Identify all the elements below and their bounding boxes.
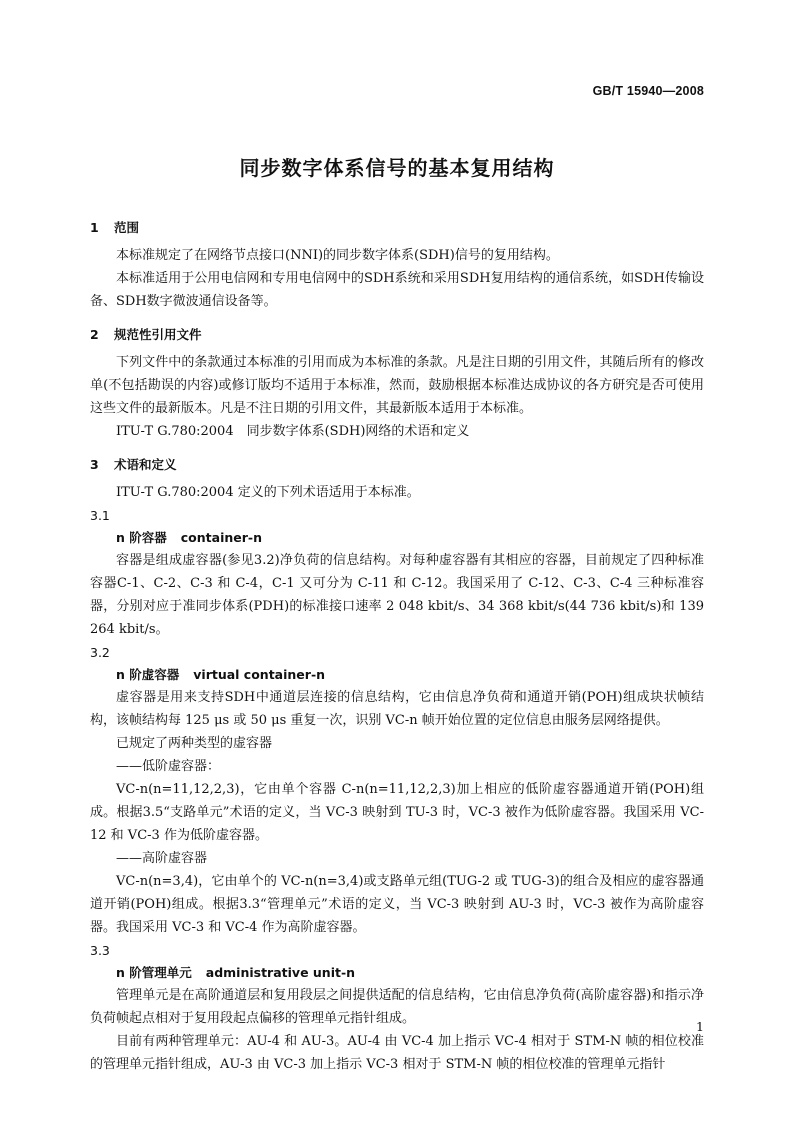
term-heading bbox=[90, 663, 704, 686]
subsection-number: 3.3 bbox=[90, 943, 110, 958]
section-3-heading bbox=[90, 453, 704, 475]
paragraph: 目前有两种管理单元：AU-4 和 AU-3。AU-4 由 VC-4 加上指示 VC-4 相对于 STM-N 帧的相位校准的管理单元指针组成，AU-3 由 VC-3 加上指示 VC-3 相对于 STM-N 帧的相位校准的管理单元指针 bbox=[90, 1034, 704, 1072]
term-heading bbox=[90, 526, 704, 549]
term-chinese: n 阶管理单元 bbox=[116, 965, 192, 980]
section-title: 术语和定义 bbox=[114, 457, 177, 472]
section-number: 3 bbox=[90, 457, 99, 472]
paragraph: VC-n(n=3,4)，它由单个的 VC-n(n=3,4)或支路单元组(TUG-2 或 TUG-3)的组合及相应的虚容器通道开销(POH)组成。根据3.3“管理单元”术语的定义，当 VC-3 映射到 AU-3 时，VC-3 被作为高阶虚容器。我国采用 VC-3 和 VC-4 作为高阶虚容器。 bbox=[90, 874, 704, 935]
paragraph: 虚容器是用来支持SDH中通道层连接的信息结构，它由信息净负荷和通道开销(POH)组成块状帧结构，该帧结构每 125 μs 或 50 μs 重复一次，识别 VC-n 帧开始位置的定位信息由服务层网络提供。 bbox=[90, 690, 704, 728]
section-number: 2 bbox=[90, 327, 99, 342]
list-label: ——高阶虚容器 bbox=[116, 851, 208, 866]
paragraph: 容器是组成虚容器(参见3.2)净负荷的信息结构。对每种虚容器有其相应的容器，目前规定了四种标准容器C-1、C-2、C-3 和 C-4，C-1 又可分为 C-11 和 C-12。我国采用了 C-12、C-3、C-4 三种标准容器，分别对应于准同步体系(PDH)的标准接口速率 2 048 kbit/s、34 368 kbit/s(44 736 kbit/s)和 139 264 kbit/s。 bbox=[90, 553, 704, 637]
term-english: virtual container-n bbox=[193, 667, 326, 682]
paragraph: VC-n(n=11,12,2,3)，它由单个容器 C-n(n=11,12,2,3)加上相应的低阶虚容器通道开销(POH)组成。根据3.5“支路单元”术语的定义，当 VC-3 映射到 TU-3 时，VC-3 被作为低阶虚容器。我国采用 VC-12 和 VC-3 作为低阶虚容器。 bbox=[90, 782, 704, 843]
term-chinese: n 阶虚容器 bbox=[116, 667, 180, 682]
list-label: ——低阶虚容器： bbox=[116, 759, 221, 774]
reference-item: ITU-T G.780:2004 同步数字体系(SDH)网络的术语和定义 bbox=[116, 424, 470, 439]
paragraph: 下列文件中的条款通过本标准的引用而成为本标准的条款。凡是注日期的引用文件，其随后所有的修改单(不包括勘误的内容)或修订版均不适用于本标准，然而，鼓励根据本标准达成协议的各方研究是否可使用这些文件的最新版本。凡是不注日期的引用文件，其最新版本适用于本标准。 bbox=[90, 355, 704, 416]
page-number: 1 bbox=[696, 1019, 704, 1034]
paragraph: ITU-T G.780:2004 定义的下列术语适用于本标准。 bbox=[116, 485, 420, 500]
subsection-number: 3.1 bbox=[90, 508, 110, 523]
section-number: 1 bbox=[90, 220, 99, 235]
subsection-number: 3.2 bbox=[90, 645, 110, 660]
section-title: 范围 bbox=[114, 220, 140, 235]
paragraph: 管理单元是在高阶通道层和复用段层之间提供适配的信息结构，它由信息净负荷(高阶虚容器)和指示净负荷帧起点相对于复用段起点偏移的管理单元指针组成。 bbox=[90, 988, 704, 1026]
term-heading bbox=[90, 961, 704, 984]
section-title: 规范性引用文件 bbox=[114, 327, 202, 342]
term-english: administrative unit-n bbox=[205, 965, 356, 980]
paragraph: 本标准规定了在网络节点接口(NNI)的同步数字体系(SDH)信号的复用结构。 bbox=[116, 248, 559, 263]
term-chinese: n 阶容器 bbox=[116, 530, 167, 545]
paragraph: 已规定了两种类型的虚容器 bbox=[116, 736, 273, 751]
document-body bbox=[90, 216, 704, 1076]
document-title: 同步数字体系信号的基本复用结构 bbox=[239, 156, 555, 180]
term-english: container-n bbox=[180, 530, 262, 545]
paragraph: 本标准适用于公用电信网和专用电信网中的SDH系统和采用SDH复用结构的通信系统，如SDH传输设备、SDH数字微波通信设备等。 bbox=[90, 271, 704, 309]
section-1-heading bbox=[90, 216, 704, 238]
standard-code: GB/T 15940—2008 bbox=[592, 84, 704, 98]
section-2-heading bbox=[90, 323, 704, 345]
